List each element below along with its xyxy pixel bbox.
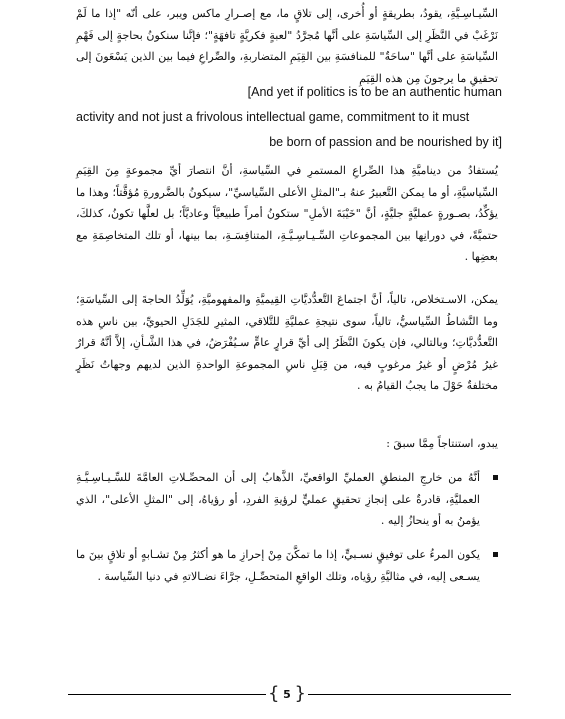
english-quote-line-3: be born of passion and be nourished by it] — [269, 135, 502, 149]
paragraph-pluralism-conclusion: يمكن، الاسـتخلاص، تالياً، أنَّ اجتماعَ التَّعدُّديَّاتِ القِيميَّةِ والمفهوميَّةِ، يُوَلِّدُ الحاجةَ إلى السِّياسَةِ؛ وما النَّشاطُ السِّياسيُّ، تالياً، سوى نتيجةِ عمليَّةِ للتَّلاقي، المثيرِ للجَدَلِ الحيويِّ، بين ناسِ هذه التَّعدُّديَّاتِ؛ وبالتالي، فإن يكونَ النَّظَرُ إلى أيِّ قرارٍ عامٍّ سـيُفْرَضُ، في هذا الشَّـأنِ، إلاَّ أنَّهُ قرارٌ غيرُ مُرْضٍ أو غيرُ مرغوبٍ فيه، من قِبَلِ ناسِ المجموعةِ الواحدةِ الذين لديهم وجهاتُ نَظَرٍ مختلفةٌ حَوْلَ ما يجبُ القيامُ به . — [76, 293, 498, 393]
bullet-item-2 — [76, 544, 498, 587]
english-quote-line-2: activity and not just a frivolous intellectual game, commitment to it must — [76, 110, 470, 124]
english-quote — [76, 80, 502, 155]
right-brace-icon: } — [294, 683, 306, 704]
bullet-text-2: يكون المرءُ على توفيقٍ نسـبيٍّ، إذا ما تمكَّنَ مِنْ إحرازِ ما هو أكثرُ مِنْ تشـابهٍ أو تلاقٍ بينَ ما يسـعى إليه، في مثاليَّةِ رؤياه، وتلك الواقعِ المتحصِّـلِ، جرَّاءَ نضـالاتهِ في دنيا السِّياسة . — [76, 548, 480, 583]
footer-rule-left — [68, 694, 266, 695]
bullet-text-1: أنَّهُ من خارجِ المنطقِ العمليِّ الواقعيِّ، الذَّهابُ إلى أن المحصِّـلاتِ العامَّةَ للسِّـيـاسِـيَّـةِ العمليَّةِ، قادرةٌ على إنجازِ تحقيقٍ عمليٍّ لرؤيةِ الفردِ، أو رؤياهُ، إلى "المثلِ الأعلى"، الذي يؤمنُ به أو ينحازُ إليه . — [76, 471, 480, 528]
footer-rule-right — [308, 694, 511, 695]
page-number-box — [268, 684, 306, 706]
square-bullet-icon — [493, 475, 498, 480]
left-brace-icon: { — [268, 683, 280, 704]
english-quote-line-1: [And yet if politics is to be an authentic human — [247, 85, 502, 99]
paragraph-weber-quote-intro: السِّيـاسِـيَّةِ، يقودُ، بطريقةٍ أو أُخرى، إلى تلاقٍ ما، مع إصـرارِ ماكس ويبر، على أنّه "إذا ما لَمْ نَرْغَبْ في النَّظَرِ إلى السِّياسَةِ على أنَّها مُجرَّدُ "لعبةٍ فكريَّةٍ تافهَةٍ"؛ فإنَّنا سنكونُ بحاجةٍ إلى فَهْمِ السِّياسَةِ على أنَّها "ساحَةٌ" للمنافسَةِ بين القِيَمِ المتضاربةِ، والصِّراعِ فيما بين الذين يَسْعَونَ إلى تحقيقِ ما يرجونَ مِن هذه القِيَمِ — [76, 7, 498, 85]
page-number: 5 — [283, 688, 291, 701]
paragraph-lead-in: يبدو، استنتاجاً مِمَّا سبقَ : — [386, 437, 498, 450]
paragraph-conflict-dynamics: يُستفادُ من ديناميَّةِ هذا الصِّراعِ المستمرِ في السِّياسةِ، أنَّ انتصارَ أيِّ مجموعةٍ مِنَ القِيَمِ السِّياسيَّةِ، أو ما يمكن التَّعبيرُ عنهُ بـ"المثلِ الأعلى السِّياسيِّ"، سيكونُ بالضَّرورةِ مُؤقَّتاً؛ وهذا ما يؤكِّدُ، بصـورةٍ عمليَّةٍ جليَّةٍ، أنَّ "خَيْبَةَ الأملِ" ستكونُ أمراً طبيعيَّاً وعاديَّاً؛ بل لعلَّها تكونُ، كذلكَ، حتميَّةً، في دورانِها بين المجموعاتِ السِّـيـاسِـيَّـةِ، المتنافِسَـةِ، بما بينها، أو تلك المتخاصِمَةِ مع بعضِها . — [76, 164, 498, 264]
square-bullet-icon — [493, 552, 498, 557]
bullet-item-1 — [76, 467, 498, 532]
